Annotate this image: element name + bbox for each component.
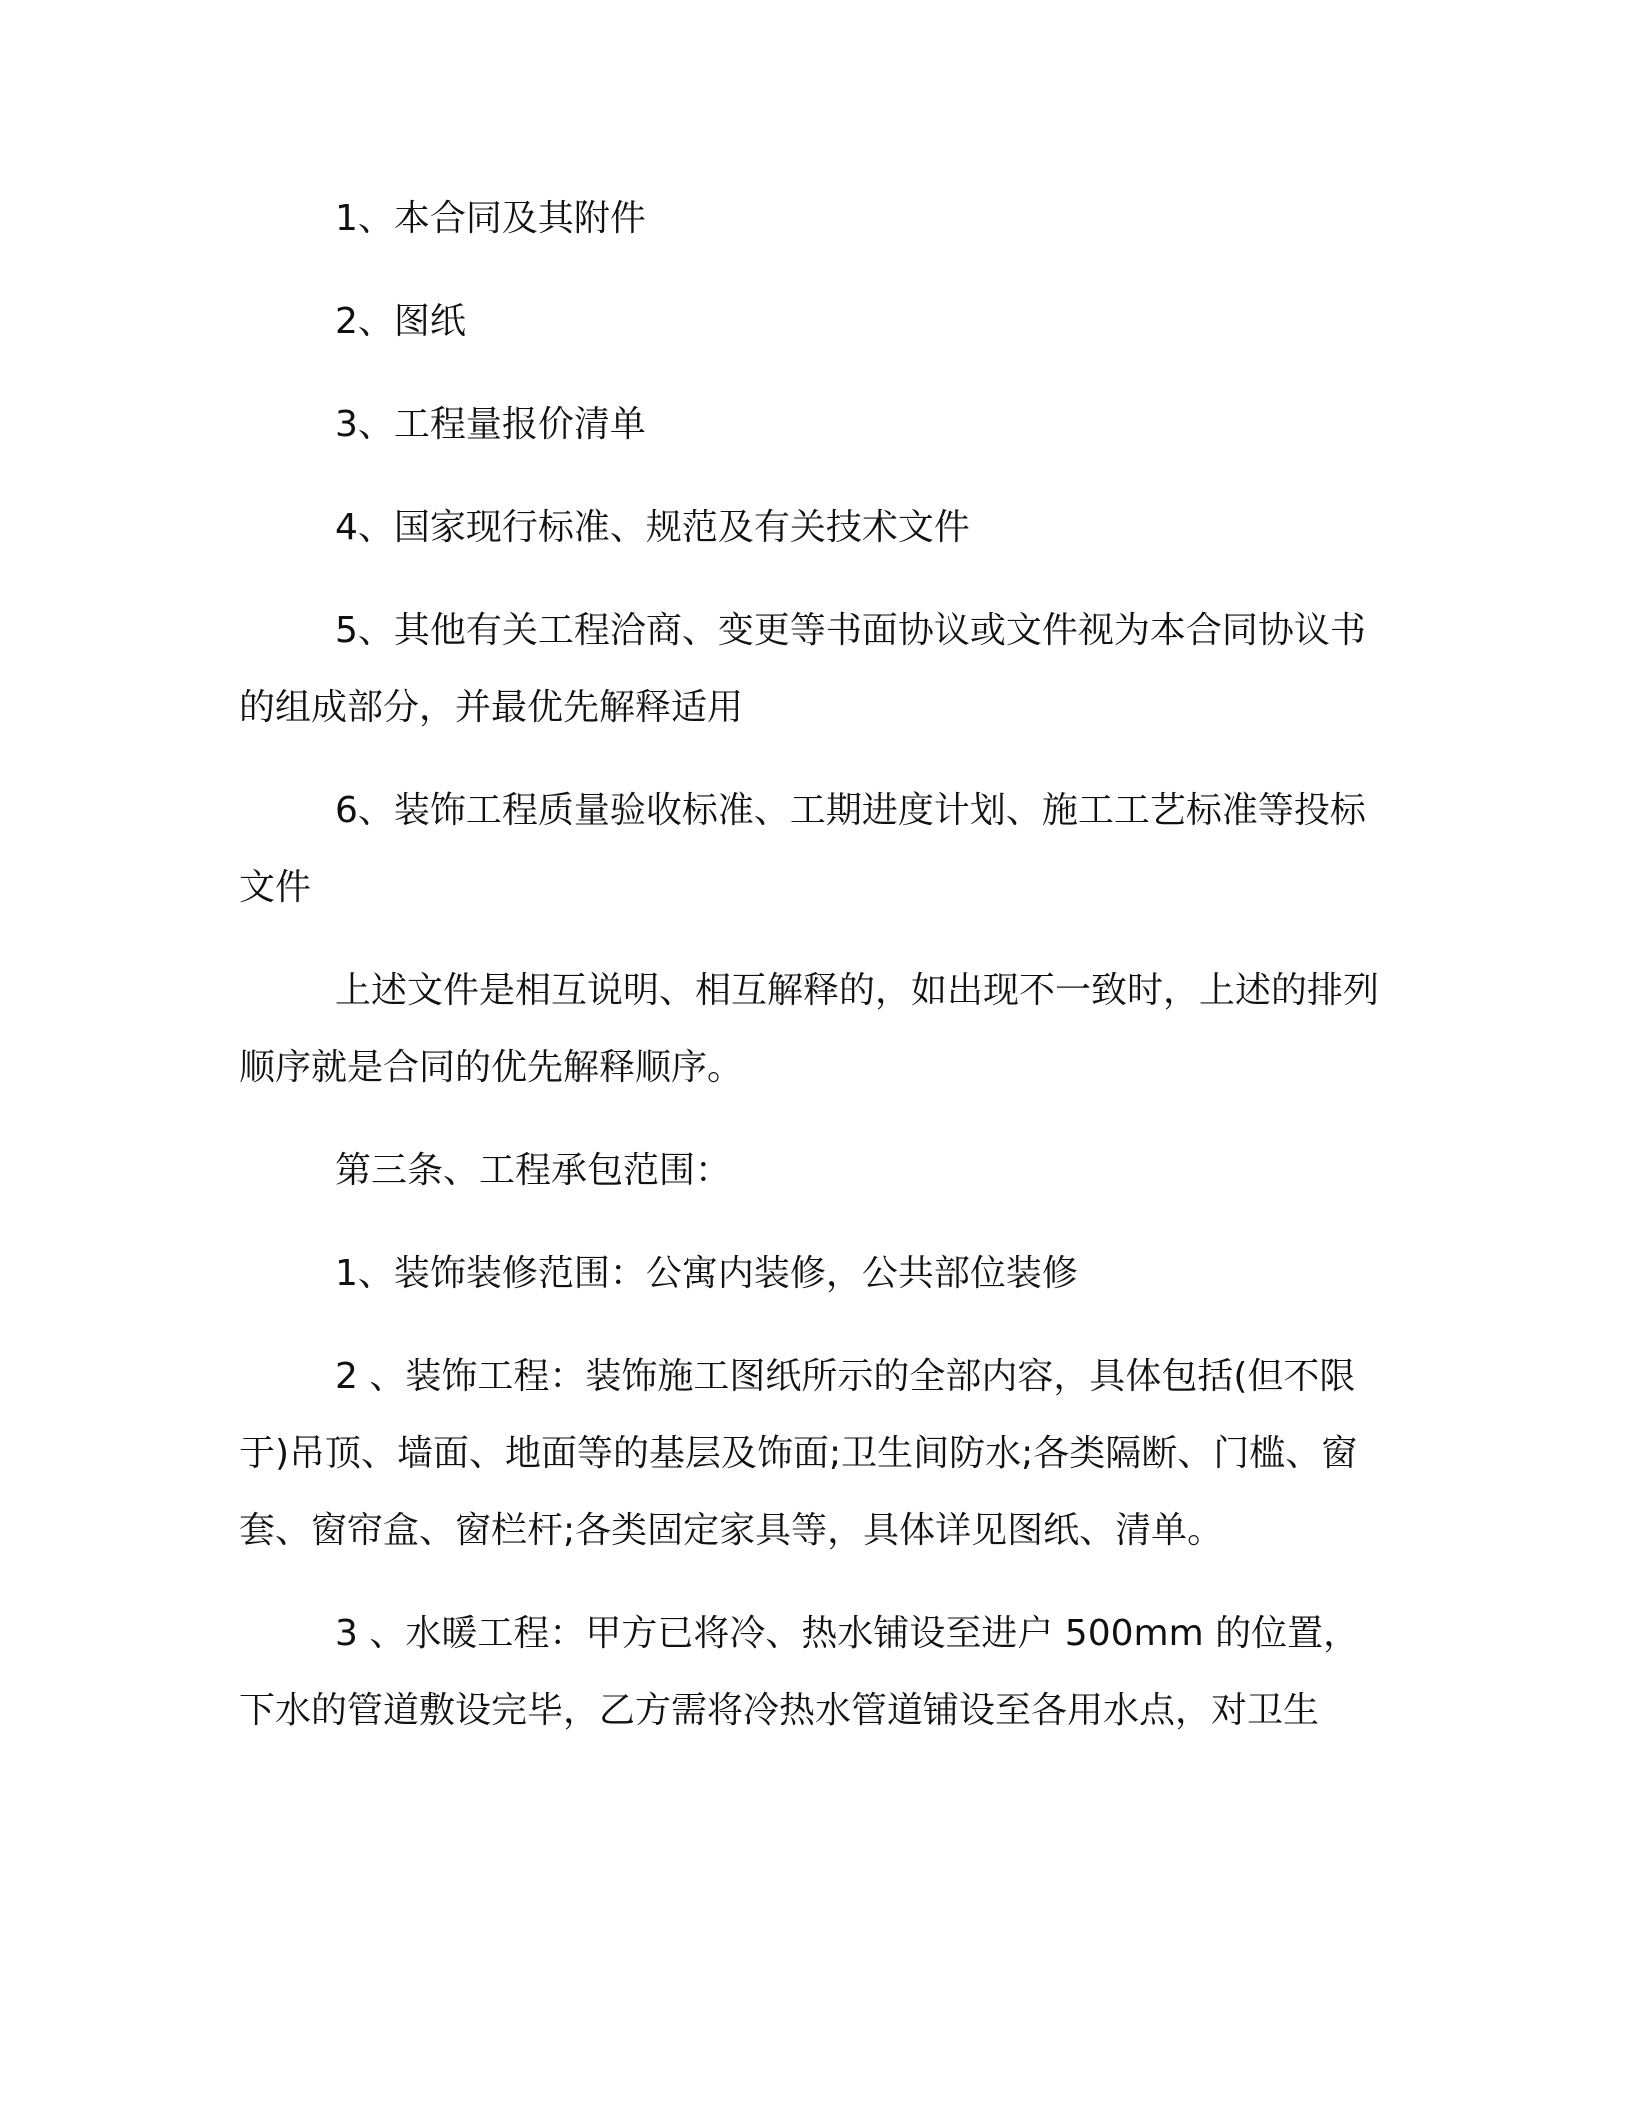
document-body bbox=[239, 180, 1385, 1775]
section-heading-article-3: 第三条、工程承包范围： bbox=[335, 1150, 732, 1191]
paragraph-item-5: 5、其他有关工程洽商、变更等书面协议或文件视为本合同协议书的组成部分，并最优先解释适用 bbox=[239, 610, 1366, 728]
paragraph-item-6: 6、装饰工程质量验收标准、工期进度计划、施工工艺标准等投标文件 bbox=[239, 790, 1366, 908]
paragraph-item-1: 1、本合同及其附件 bbox=[335, 198, 646, 239]
paragraph-scope-3: 3 、水暖工程：甲方已将冷、热水铺设至进户 500mm 的位置，下水的管道敷设完毕，乙方需将冷热水管道铺设至各用水点，对卫生 bbox=[239, 1613, 1360, 1731]
paragraph-item-3: 3、工程量报价清单 bbox=[335, 404, 646, 445]
paragraph-scope-2: 2 、装饰工程：装饰施工图纸所示的全部内容，具体包括(但不限于)吊顶、墙面、地面等的基层及饰面;卫生间防水;各类隔断、门槛、窗套、窗帘盒、窗栏杆;各类固定家具等，具体详见图纸、清单。 bbox=[239, 1356, 1358, 1551]
paragraph-scope-1: 1、装饰装修范围：公寓内装修，公共部位装修 bbox=[335, 1253, 1078, 1294]
paragraph-item-4: 4、国家现行标准、规范及有关技术文件 bbox=[335, 507, 970, 548]
paragraph-interpretation-order: 上述文件是相互说明、相互解释的，如出现不一致时，上述的排列顺序就是合同的优先解释顺序。 bbox=[239, 970, 1380, 1088]
paragraph-item-2: 2、图纸 bbox=[335, 301, 466, 342]
